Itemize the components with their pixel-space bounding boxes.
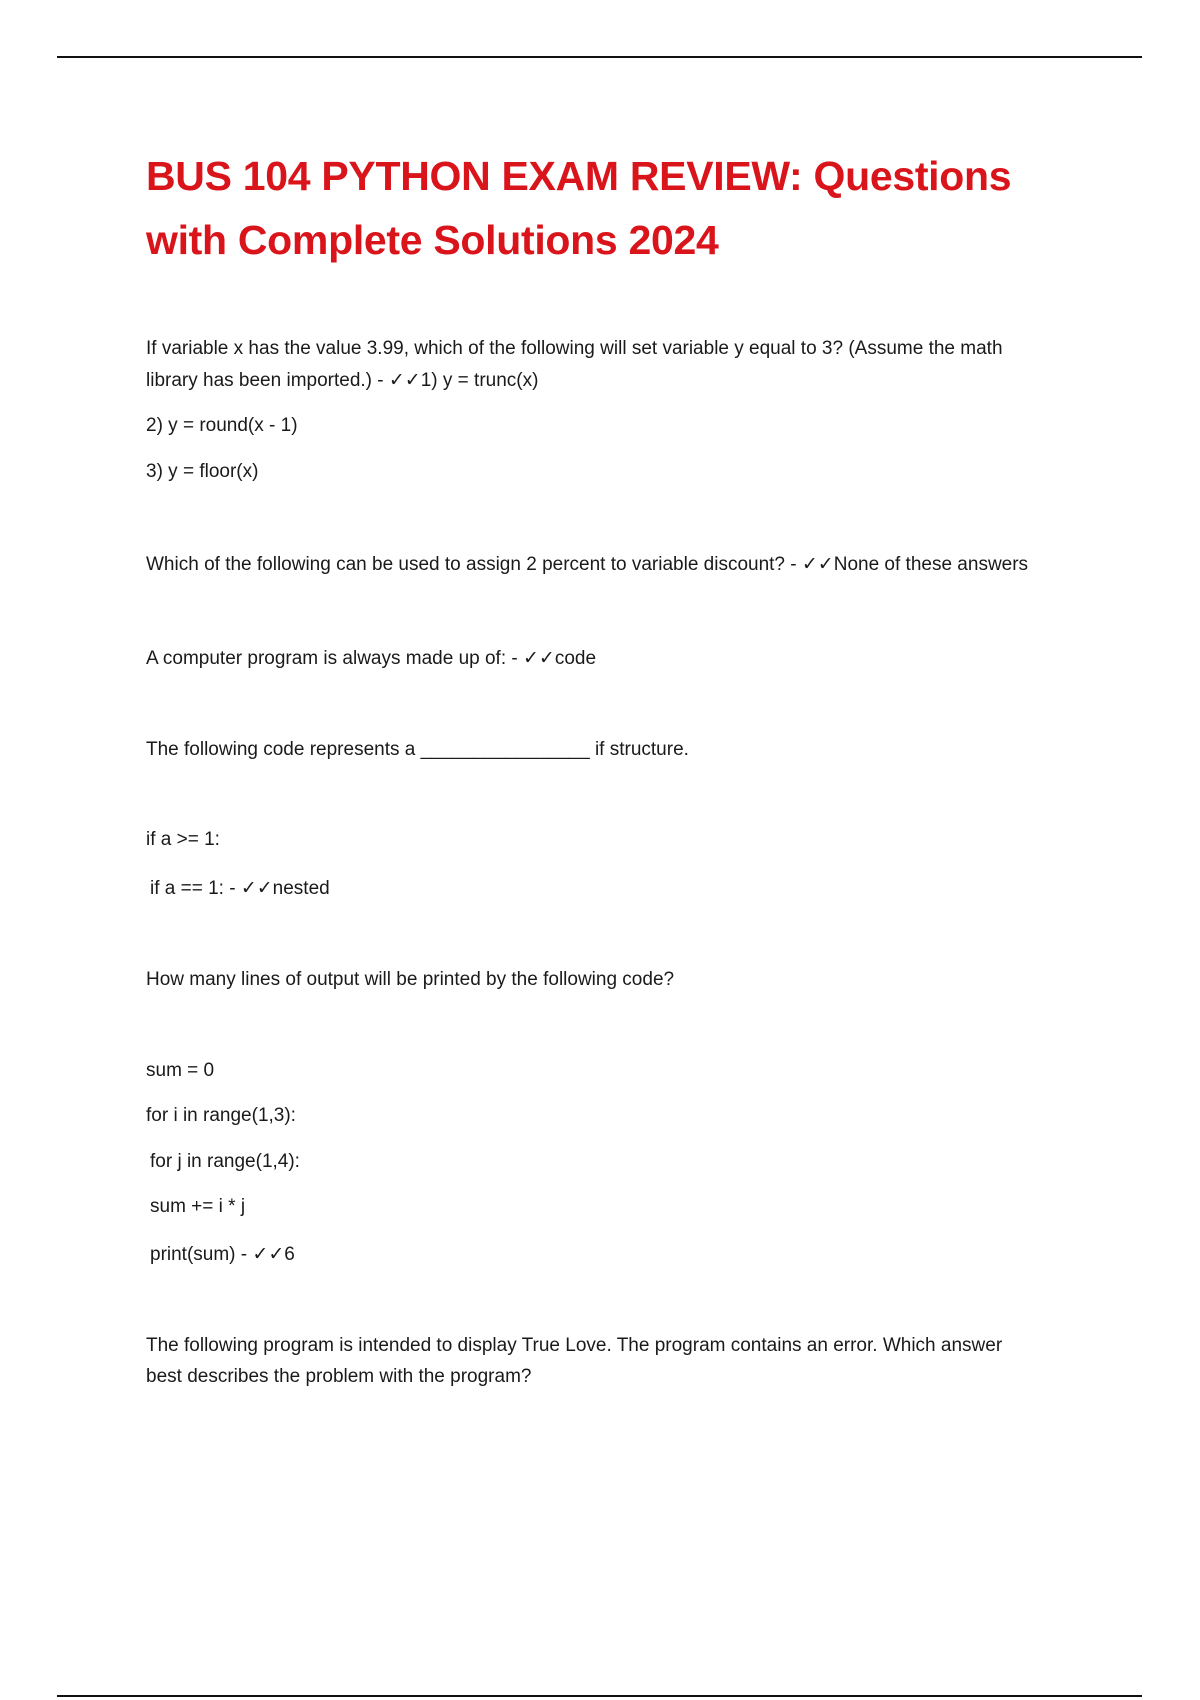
q1-option-3: 3) y = floor(x) <box>146 461 259 482</box>
q1-option-2: 2) y = round(x - 1) <box>146 415 298 436</box>
q5-code-3: for j in range(1,4): <box>150 1151 300 1172</box>
q3-line-1: A computer program is always made up of: - ✓✓code <box>146 648 597 669</box>
q5-code-5: print(sum) - ✓✓6 <box>150 1244 295 1265</box>
q5-line-1: How many lines of output will be printed by the following code? <box>146 969 675 990</box>
q1-line-2: library has been imported.) - ✓✓1) y = trunc(x) <box>146 370 539 391</box>
title-line-2: with Complete Solutions 2024 <box>146 217 719 263</box>
title-line-1: BUS 104 PYTHON EXAM REVIEW: Questions <box>146 153 1012 199</box>
q4-line-1: The following code represents a ________________ if structure. <box>146 739 689 760</box>
footer-rule <box>57 1695 1142 1697</box>
q4-code-1: if a >= 1: <box>146 829 220 850</box>
q2-line-1: Which of the following can be used to assign 2 percent to variable discount? - ✓✓None of these answers <box>146 554 1029 575</box>
q5-code-2: for i in range(1,3): <box>146 1105 296 1126</box>
q5-code-4: sum += i * j <box>150 1196 246 1217</box>
header-rule <box>57 56 1142 58</box>
q4-code-2: if a == 1: - ✓✓nested <box>150 878 330 899</box>
document-title <box>146 144 1086 272</box>
q6-line-2: best describes the problem with the program? <box>146 1366 532 1387</box>
q6-line-1: The following program is intended to display True Love. The program contains an error. Which answer <box>146 1335 1003 1356</box>
q5-code-1: sum = 0 <box>146 1060 215 1081</box>
q1-line-1: If variable x has the value 3.99, which of the following will set variable y equal to 3? (Assume the math <box>146 338 1003 359</box>
